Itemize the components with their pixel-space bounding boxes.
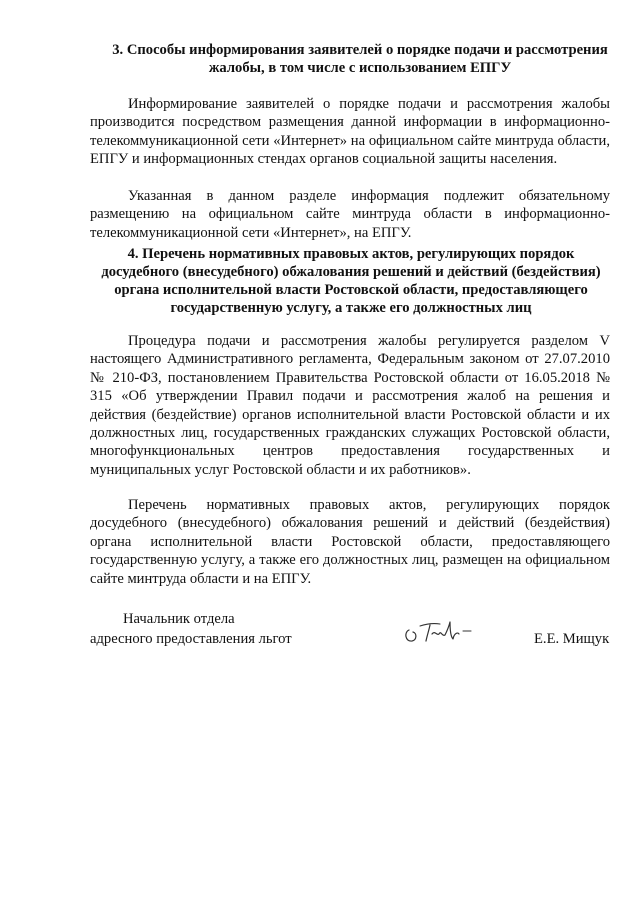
section-3-paragraph-1: Информирование заявителей о порядке подачи и рассмотрения жалобы производится посредством размещения данной информации в информационно-телекоммуникационной сети «Интернет» на официальном сайте минтруда области, ЕПГУ и информационных стендах органов социальной защиты населения.: [90, 96, 610, 168]
signatory-position-line-1: Начальник отдела: [123, 611, 235, 627]
signatory-position-line-2: адресного предоставления льгот: [90, 631, 292, 647]
section-4-heading: 4. Перечень нормативных правовых актов, регулирующих порядок досудебного (внесудебного) обжалования решений и действий (бездействия) органа исполнительной власти Ростовской области, предоставляющего государственную услугу, а также его должностных лиц: [101, 246, 601, 316]
handwritten-signature-icon: [400, 616, 510, 650]
section-4-paragraph-1: Процедура подачи и рассмотрения жалобы регулируется разделом V настоящего Административного регламента, Федеральным законом от 27.07.2010 № 210-ФЗ, постановлением Правительства Ростовской области от 16.05.2018 № 315 «Об утверждении Правил подачи и рассмотрения жалоб на решения и действия (бездействие) органов исполнительной власти Ростовской области и их должностных лиц, государственных гражданских служащих Ростовской области, многофункциональных центров предоставления государственных и муниципальных услуг Ростовской области и их работников».: [90, 333, 610, 478]
section-4-paragraph-2: Перечень нормативных правовых актов, регулирующих порядок досудебного (внесудебного) обжалования решений и действий (бездействия) органа исполнительной власти Ростовской области, предоставляющего государственную услугу, а также его должностных лиц, размещен на официальном сайте минтруда области и на ЕПГУ.: [90, 497, 610, 587]
signatory-position: [90, 609, 292, 649]
section-3-paragraph-2: Указанная в данном разделе информация подлежит обязательному размещению на официальном сайте минтруда области в информационно-телекоммуникационной сети «Интернет», на ЕПГУ.: [90, 188, 610, 241]
signatory-name: Е.Е. Мищук: [534, 631, 610, 647]
section-3-heading: 3. Способы информирования заявителей о порядке подачи и рассмотрения жалобы, в том числе с использованием ЕПГУ: [112, 42, 608, 76]
